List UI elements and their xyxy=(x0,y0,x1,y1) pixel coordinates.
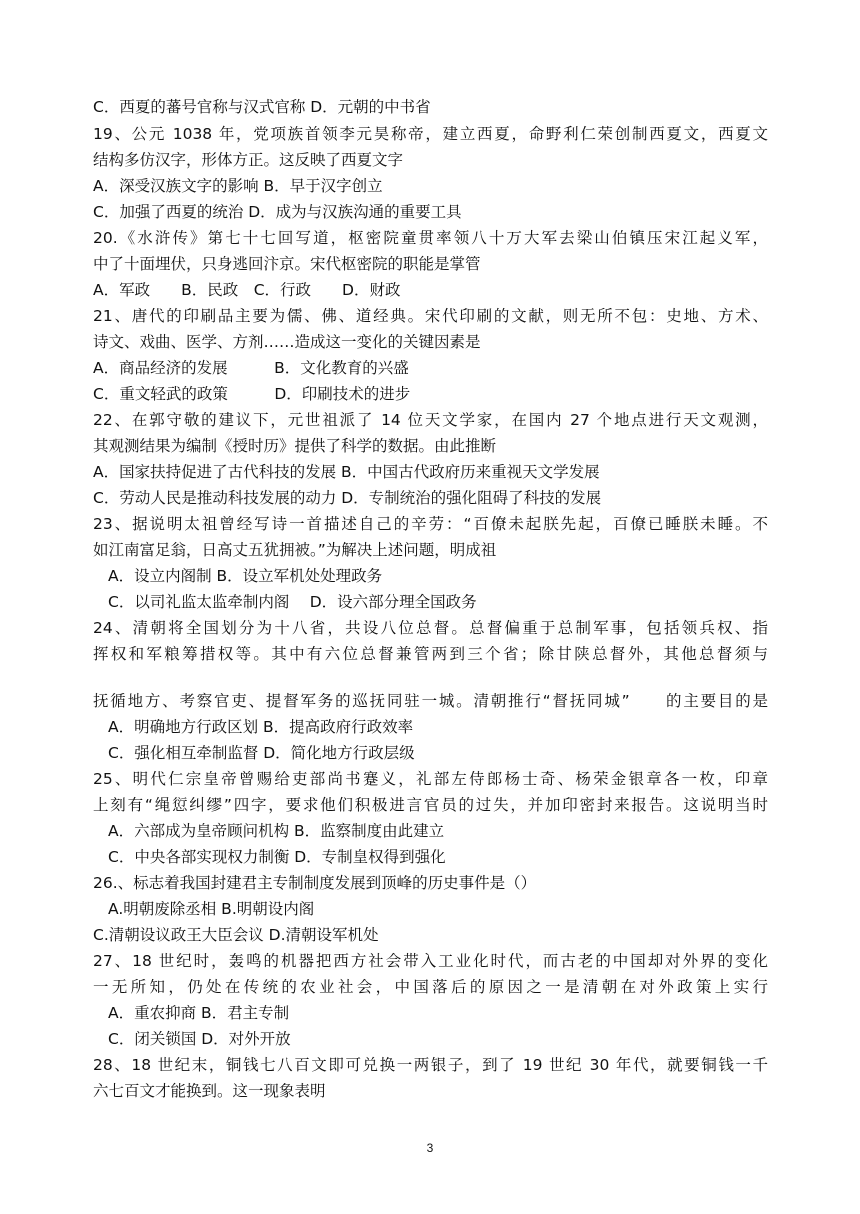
text-line: 27、18 世纪时，轰鸣的机器把西方社会带入工业化时代，而古老的中国却对外界的变化 xyxy=(93,952,768,970)
text-line: C.清朝设议政王大臣会议 D.清朝设军机处 xyxy=(93,926,379,944)
text-line: 抚循地方、考察官吏、提督军务的巡抚同驻一城。清朝推行“督抚同城” 的主要目的是 xyxy=(93,692,768,710)
text-line: A．明确地方行政区划 B．提高政府行政效率 xyxy=(108,718,414,736)
text-line: A.明朝废除丞相 B.明朝设内阁 xyxy=(108,900,315,918)
text-line: A．六部成为皇帝顾问机构 B．监察制度由此建立 xyxy=(108,822,445,840)
text-line: 如江南富足翁，日高丈五犹拥被。”为解决上述问题，明成祖 xyxy=(93,541,497,559)
text-line: 21、唐代的印刷品主要为儒、佛、道经典。宋代印刷的文献，则无所不包：史地、方术、 xyxy=(93,307,768,325)
text-line: 26.、标志着我国封建君主专制制度发展到顶峰的历史事件是（） xyxy=(93,874,537,892)
text-line: A．商品经济的发展 B．文化教育的兴盛 xyxy=(93,359,409,377)
text-line: 24、清朝将全国划分为十八省，共设八位总督。总督偏重于总制军事，包括领兵权、指 xyxy=(93,619,768,637)
text-line: C．以司礼监太监牵制内阁 D．设六部分理全国政务 xyxy=(108,593,477,611)
text-line: 其观测结果为编制《授时历》提供了科学的数据。由此推断 xyxy=(93,437,497,455)
text-line: C．闭关锁国 D．对外开放 xyxy=(108,1030,291,1048)
text-line: C．强化相互牵制监督 D．简化地方行政层级 xyxy=(108,744,415,762)
text-line: C．西夏的蕃号官称与汉式官称 D．元朝的中书省 xyxy=(93,98,431,116)
text-line: 中了十面埋伏，只身逃回汴京。宋代枢密院的职能是掌管 xyxy=(93,255,481,273)
text-line: 25、明代仁宗皇帝曾赐给吏部尚书蹇义，礼部左侍郎杨士奇、杨荣金银章各一枚，印章 xyxy=(93,770,768,788)
text-line: C．加强了西夏的统治 D．成为与汉族沟通的重要工具 xyxy=(93,203,462,221)
text-line: 23、据说明太祖曾经写诗一首描述自己的辛劳：“百僚未起朕先起，百僚已睡朕未睡。不 xyxy=(93,515,768,533)
text-line: A．深受汉族文字的影响 B．早于汉字创立 xyxy=(93,177,383,195)
text-line: C．劳动人民是推动科技发展的动力 D．专制统治的强化阻碍了科技的发展 xyxy=(93,489,602,507)
text-line: 上刻有“绳愆纠缪”四字，要求他们积极进言官员的过失，并加印密封来报告。这说明当时 xyxy=(93,796,768,814)
text-line: A．设立内阁制 B．设立军机处处理政务 xyxy=(108,567,383,585)
text-line: A．军政 B．民政 C．行政 D．财政 xyxy=(93,281,401,299)
text-line: 结构多仿汉字，形体方正。这反映了西夏文字 xyxy=(93,151,404,169)
text-line: 19、公元 1038 年，党项族首领李元昊称帝，建立西夏，命野利仁荣创制西夏文，西夏文 xyxy=(93,125,768,143)
text-line: C．中央各部实现权力制衡 D．专制皇权得到强化 xyxy=(108,848,446,866)
text-line: 20.《水浒传》第七十七回写道，枢密院童贯率领八十万大军去梁山伯镇压宋江起义军， xyxy=(93,229,768,247)
page-number: 3 xyxy=(426,1141,434,1155)
text-line: 28、18 世纪末，铜钱七八百文即可兑换一两银子，到了 19 世纪 30 年代，就要铜钱一千 xyxy=(93,1056,768,1074)
text-line: 挥权和军粮筹措权等。其中有六位总督兼管两到三个省；除甘陕总督外，其他总督须与 xyxy=(93,645,768,663)
text-line: 诗文、戏曲、医学、方剂……造成这一变化的关键因素是 xyxy=(93,333,481,351)
text-line: A．国家扶持促进了古代科技的发展 B．中国古代政府历来重视天文学发展 xyxy=(93,463,600,481)
text-line: A．重农抑商 B．君主专制 xyxy=(108,1004,290,1022)
text-line: 22、在郭守敬的建议下，元世祖派了 14 位天文学家，在国内 27 个地点进行天文观测， xyxy=(93,411,768,429)
text-line: 六七百文才能换到。这一现象表明 xyxy=(93,1082,326,1100)
text-line: 一无所知，仍处在传统的农业社会，中国落后的原因之一是清朝在对外政策上实行 xyxy=(93,978,768,996)
text-line: C．重文轻武的政策 D．印刷技术的进步 xyxy=(93,385,411,403)
